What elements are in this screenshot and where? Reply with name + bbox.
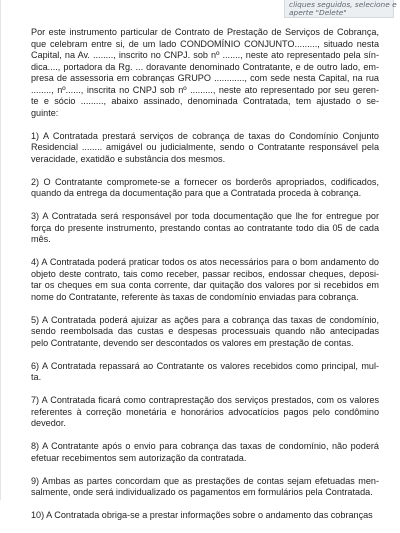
text-line: veracidade, exatidão e substância dos mesmos.	[31, 153, 226, 164]
text-line: 1) A Contratada prestará serviços de cobrança de taxas do Condomínio Conjunto	[31, 130, 379, 141]
text-line: guinte:	[31, 107, 59, 118]
contract-preamble	[31, 27, 379, 119]
text-line: tar os cheques em sua conta corrente, dar quitação dos valores por si recebidos em	[31, 280, 379, 290]
text-line: salmente, onde será individualizado os pagamentos em formulários pela Contratada.	[31, 487, 373, 497]
contract-clause	[31, 361, 379, 384]
contract-clause	[31, 211, 379, 246]
text-line: nome do Contratante, referente às taxas de condomínio enviadas para cobrança.	[31, 291, 359, 302]
text-line: Capital, na Av. ........, inscrito no CNPJ. sob nº ......., neste ato representado pela sín-	[31, 50, 379, 60]
text-line: 5) A Contratada poderá ajuizar as ações para a cobrança das taxas de condomínio,	[31, 314, 379, 325]
contract-clause	[31, 131, 379, 166]
text-line: devedor.	[31, 418, 66, 428]
text-line: força do presente instrumento, prestando contas ao contratante todo dia 05 de cada	[31, 222, 379, 233]
text-line: sendo reembolsada das custas e despesas processuais quando não antecipadas	[31, 326, 379, 336]
note-line: aperte "Delete"	[289, 8, 347, 17]
text-line: quando da entrega da documentação para que a Contratada proceda à cobrança.	[31, 188, 362, 198]
text-line: 7) A Contratada ficará como contraprestação dos serviços prestados, com os valores	[31, 395, 379, 405]
text-line: 2) O Contratante compromete-se a fornecer os borderôs apropriados, codificados,	[31, 176, 379, 187]
text-line: 9) Ambas as partes concordam que as prestações de contas sejam efetuadas men-	[31, 475, 379, 486]
contract-clause	[31, 441, 379, 464]
text-line: 10) A Contratada obriga-se a prestar informações sobre o andamento das cobranças	[31, 510, 373, 520]
text-line: 6) A Contratada repassará ao Contratante os valores recebidos como principal, mul-	[31, 360, 379, 371]
text-line: mês.	[31, 234, 51, 244]
contract-clause	[31, 395, 379, 430]
text-line: 8) A Contratante após o envio para cobrança das taxas de condomínio, não poderá	[31, 441, 379, 451]
text-line: objeto deste contrato, tais como receber, passar recibos, endossar cheques, deposi-	[31, 268, 379, 279]
text-line: ta.	[31, 372, 42, 382]
text-line: Residencial ........ amigável ou judicialmente, sendo o Contratante responsável pela	[31, 142, 379, 152]
contract-clause	[31, 510, 379, 522]
text-line: 4) A Contratada poderá praticar todos os atos necessários para o bom andamento do	[31, 257, 379, 267]
text-line: referentes à correção monetária e honorários advocatícios pagos pelo condômino	[31, 406, 379, 417]
instruction-note	[284, 0, 397, 18]
contract-clause	[31, 315, 379, 350]
contract-clause	[31, 257, 379, 303]
text-line: efetuar recebimentos sem autorização da contratada.	[31, 452, 247, 463]
text-line: ........, nº......, inscrita no CNPJ sob nº ........., neste ato representado por seu geren-	[31, 84, 379, 95]
text-line: presa de assessoria em cobranças GRUPO ............, com sede nesta Capital, na rua	[31, 73, 379, 83]
contract-clause	[31, 476, 379, 499]
text-line: te e sócio ........., abaixo assinado, denominada Contratada, tem ajustado o se-	[31, 96, 379, 106]
text-line: dica...., portadora da Rg. ... doravante denominado Contratante, e de outro lado, em-	[31, 61, 379, 72]
text-line: que celebram entre si, de um lado CONDOMÍNIO CONJUNTO........., situado nesta	[31, 38, 379, 49]
contract-body	[31, 27, 379, 533]
text-line: 3) A Contratada será responsável por toda documentação que lhe for entregue por	[31, 211, 379, 221]
contract-clause	[31, 177, 379, 200]
note-line: cliques seguidos, selecione e	[289, 0, 397, 9]
text-line: pelo Contratante, devendo ser descontados os valores em prestação de contas.	[31, 337, 354, 348]
text-line: Por este instrumento particular de Contrato de Prestação de Serviços de Cobrança,	[31, 27, 379, 37]
